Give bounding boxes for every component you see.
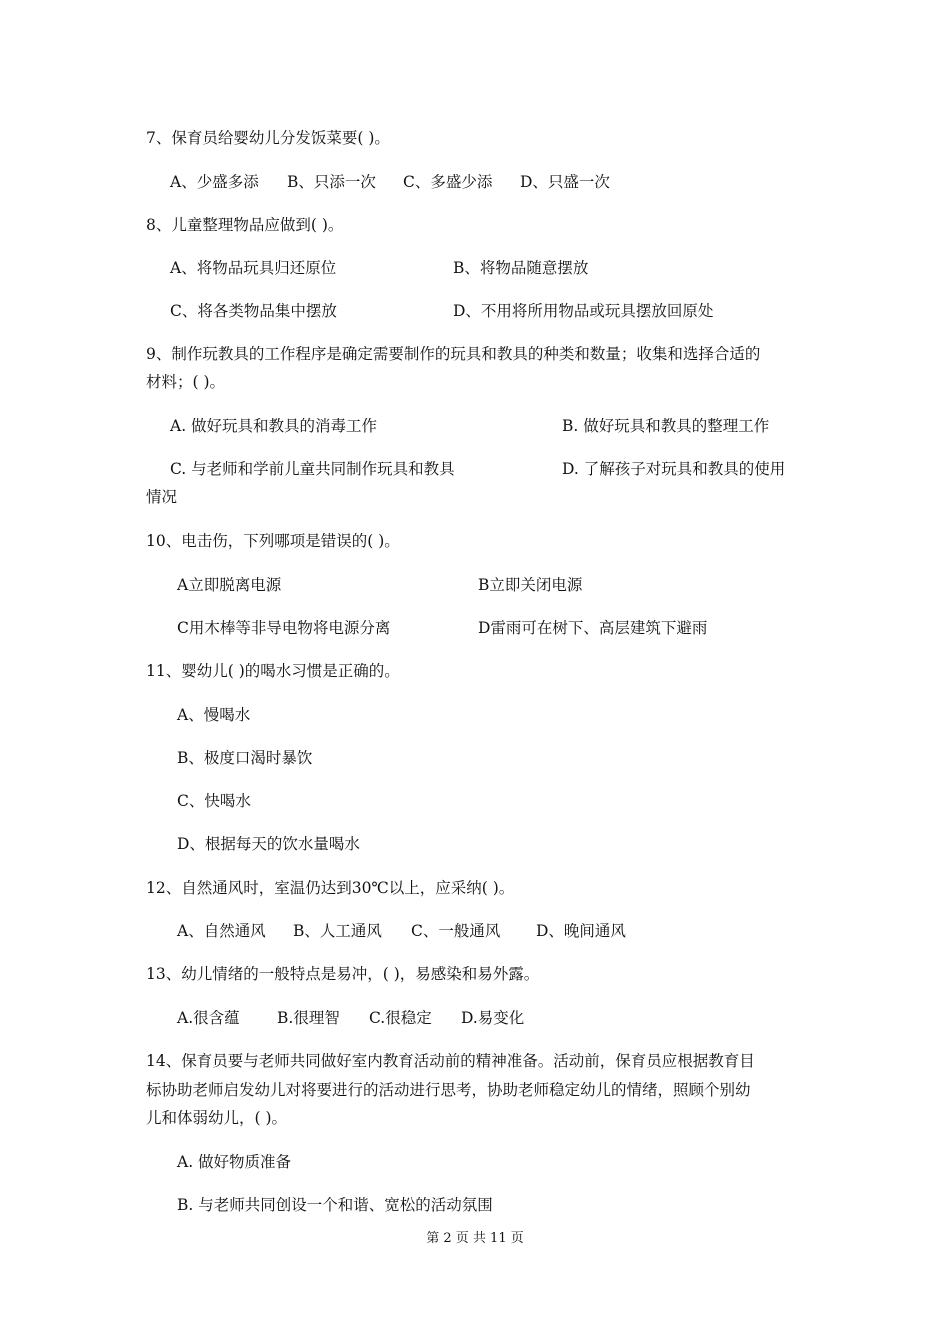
question-13-option-b: B.很理智: [277, 1009, 340, 1027]
question-10-stem: 10、电击伤，下列哪项是错误的( )。: [146, 532, 400, 550]
question-8-option-b: B、将物品随意摆放: [453, 259, 589, 277]
question-8-option-a: A、将物品玩具归还原位: [170, 259, 337, 277]
question-9-stem-line-2: 材料；( )。: [146, 373, 226, 391]
question-12-stem: 12、自然通风时，室温仍达到30℃以上，应采纳( )。: [146, 879, 515, 897]
question-9-stem-line-1: 9、制作玩教具的工作程序是确定需要制作的玩具和教具的种类和数量；收集和选择合适的: [146, 345, 761, 363]
question-7-option-a: A、少盛多添: [170, 173, 259, 191]
page-number-footer: 第 2 页 共 11 页: [426, 1231, 524, 1246]
question-7-option-b: B、只添一次: [287, 173, 376, 191]
question-13-option-c: C.很稳定: [369, 1009, 432, 1027]
question-9-option-a: A. 做好玩具和教具的消毒工作: [170, 417, 378, 435]
question-13-option-d: D.易变化: [461, 1009, 525, 1027]
question-9-option-b: B. 做好玩具和教具的整理工作: [562, 417, 770, 435]
question-11-stem: 11、婴幼儿( )的喝水习惯是正确的。: [146, 662, 400, 680]
question-12-option-d: D、晚间通风: [536, 922, 626, 940]
question-11-option-b: B、极度口渴时暴饮: [177, 749, 313, 767]
question-7-option-d: D、只盛一次: [520, 173, 610, 191]
question-9-option-c: C. 与老师和学前儿童共同制作玩具和教具: [170, 460, 455, 478]
question-11-option-c: C、快喝水: [177, 792, 251, 810]
question-13-option-a: A.很含蕴: [177, 1009, 240, 1027]
question-13-stem: 13、幼儿情绪的一般特点是易冲，( )，易感染和易外露。: [146, 965, 540, 983]
question-12-option-b: B、人工通风: [293, 922, 382, 940]
question-10-option-b: B立即关闭电源: [478, 576, 583, 594]
question-9-option-d-continuation: 情况: [146, 488, 178, 506]
question-7-option-c: C、多盛少添: [403, 173, 493, 191]
question-11-option-a: A、慢喝水: [177, 706, 251, 724]
question-11-option-d: D、根据每天的饮水量喝水: [177, 835, 360, 853]
question-9-option-d: D. 了解孩子对玩具和教具的使用: [562, 460, 786, 478]
question-14-stem-line-1: 14、保育员要与老师共同做好室内教育活动前的精神准备。活动前，保育员应根据教育目: [146, 1052, 755, 1070]
question-14-option-b: B. 与老师共同创设一个和谐、宽松的活动氛围: [177, 1196, 493, 1214]
question-10-option-c: C用木棒等非导电物将电源分离: [177, 619, 391, 637]
question-12-option-a: A、自然通风: [177, 922, 266, 940]
question-14-option-a: A. 做好物质准备: [177, 1153, 292, 1171]
question-7-stem: 7、保育员给婴幼儿分发饭菜要( )。: [146, 129, 390, 147]
question-8-option-d: D、不用将所用物品或玩具摆放回原处: [453, 302, 714, 320]
question-10-option-d: D雷雨可在树下、高层建筑下避雨: [478, 619, 708, 637]
question-8-option-c: C、将各类物品集中摆放: [170, 302, 337, 320]
question-14-stem-line-3: 儿和体弱幼儿，( )。: [146, 1109, 288, 1127]
question-8-stem: 8、儿童整理物品应做到( )。: [146, 216, 344, 234]
question-12-option-c: C、一般通风: [411, 922, 501, 940]
question-14-stem-line-2: 标协助老师启发幼儿对将要进行的活动进行思考，协助老师稳定幼儿的情绪，照顾个别幼: [146, 1081, 751, 1099]
question-10-option-a: A立即脱离电源: [177, 576, 282, 594]
